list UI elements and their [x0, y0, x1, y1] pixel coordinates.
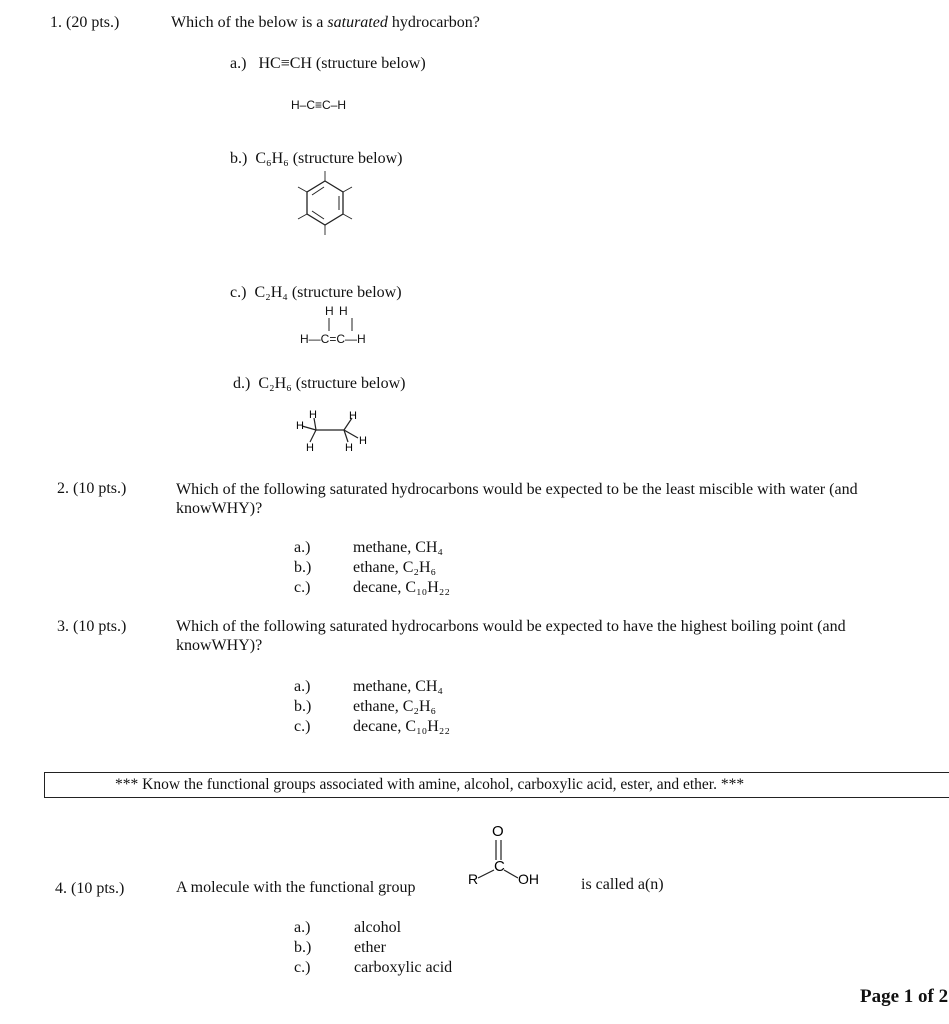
- q3-options: [353, 677, 450, 737]
- q1-option-b-label: b.): [230, 150, 248, 167]
- svg-text:H: H: [349, 410, 357, 422]
- svg-text:H: H: [345, 442, 353, 454]
- svg-text:H: H: [309, 409, 317, 421]
- q4-option-b: ether: [354, 939, 386, 956]
- q1-number: 1. (20 pts.): [50, 14, 120, 31]
- q1-prompt-em: saturated: [327, 14, 388, 31]
- q1-option-b-text: C₆H₆ (structure below): [255, 150, 403, 167]
- carbonyl-oxygen: O: [492, 823, 504, 840]
- q1-option-a: [230, 55, 426, 73]
- q2-label-c: c.): [294, 579, 311, 596]
- q4-label-c: c.): [294, 959, 311, 976]
- q4-option-c: carboxylic acid: [354, 959, 453, 976]
- q1-prompt-post: hydrocarbon?: [387, 14, 480, 31]
- q1-prompt-pre: Which of the below is a: [171, 14, 328, 31]
- functional-groups-banner: [44, 772, 949, 798]
- q4-options: [354, 918, 452, 978]
- q4-label-b: b.): [294, 939, 312, 956]
- svg-text:H: H: [359, 435, 367, 447]
- q3-option-b: ethane, C₂H₆: [353, 698, 437, 715]
- q3-option-a: methane, CH₄: [353, 678, 443, 695]
- q2-label-b: b.): [294, 559, 312, 576]
- q1-structure-c-top: H H: [325, 304, 349, 318]
- q1-prompt: [171, 14, 480, 32]
- q1-option-d: [233, 375, 405, 393]
- ethane-structure: [292, 406, 372, 454]
- q1-option-a-label: a.): [230, 55, 247, 72]
- q3-labels: [294, 677, 311, 737]
- q4-labels: [294, 918, 311, 978]
- q1-option-c-label: c.): [230, 284, 247, 301]
- r-group: R: [468, 871, 479, 887]
- svg-text:H: H: [306, 442, 314, 454]
- q1-option-d-label: d.): [233, 375, 251, 392]
- carboxylic-acid-structure: [460, 818, 560, 890]
- q2-number: 2. (10 pts.): [57, 480, 127, 497]
- q1-structure-c-bottom: H—C=C—H: [300, 332, 366, 346]
- hydroxyl-group: OH: [518, 871, 539, 887]
- q3-prompt: Which of the following saturated hydrocarbons would be expected to have the highest boiling point (and knowWHY)?: [176, 618, 846, 654]
- q3-label-a: a.): [294, 678, 311, 695]
- q4-number: 4. (10 pts.): [55, 880, 125, 897]
- carbonyl-carbon: C: [494, 858, 505, 875]
- q2-prompt: Which of the following saturated hydrocarbons would be expected to be the least miscible with water (and knowWHY)?: [176, 481, 858, 517]
- q1-option-c-text: C₂H₄ (structure below): [254, 284, 402, 301]
- page-number: Page 1 of 2: [860, 986, 949, 1007]
- q4-option-a: alcohol: [354, 919, 402, 936]
- svg-text:H: H: [296, 420, 304, 432]
- q3-label-b: b.): [294, 698, 312, 715]
- q2-option-a: methane, CH₄: [353, 539, 443, 556]
- q3-number: 3. (10 pts.): [57, 618, 127, 635]
- q4-prompt: A molecule with the functional group: [176, 879, 416, 896]
- q3-option-c: decane, C₁₀H₂₂: [353, 718, 450, 735]
- benzene-structure: [290, 165, 360, 243]
- q1-option-c: [230, 284, 402, 302]
- q2-label-a: a.): [294, 539, 311, 556]
- banner-text: *** Know the functional groups associated with amine, alcohol, carboxylic acid, ester, and ether. ***: [115, 776, 745, 793]
- q1-option-d-text: C₂H₆ (structure below): [258, 375, 406, 392]
- q4-label-a: a.): [294, 919, 311, 936]
- q2-option-c: decane, C₁₀H₂₂: [353, 579, 450, 596]
- q4-suffix: is called a(n): [581, 876, 664, 893]
- q1-option-a-text: HC≡CH (structure below): [258, 55, 426, 72]
- q3-label-c: c.): [294, 718, 311, 735]
- q2-option-b: ethane, C₂H₆: [353, 559, 437, 576]
- q1-structure-a: H–C≡C–H: [291, 98, 347, 112]
- q2-options: [353, 538, 450, 598]
- q2-labels: [294, 538, 311, 598]
